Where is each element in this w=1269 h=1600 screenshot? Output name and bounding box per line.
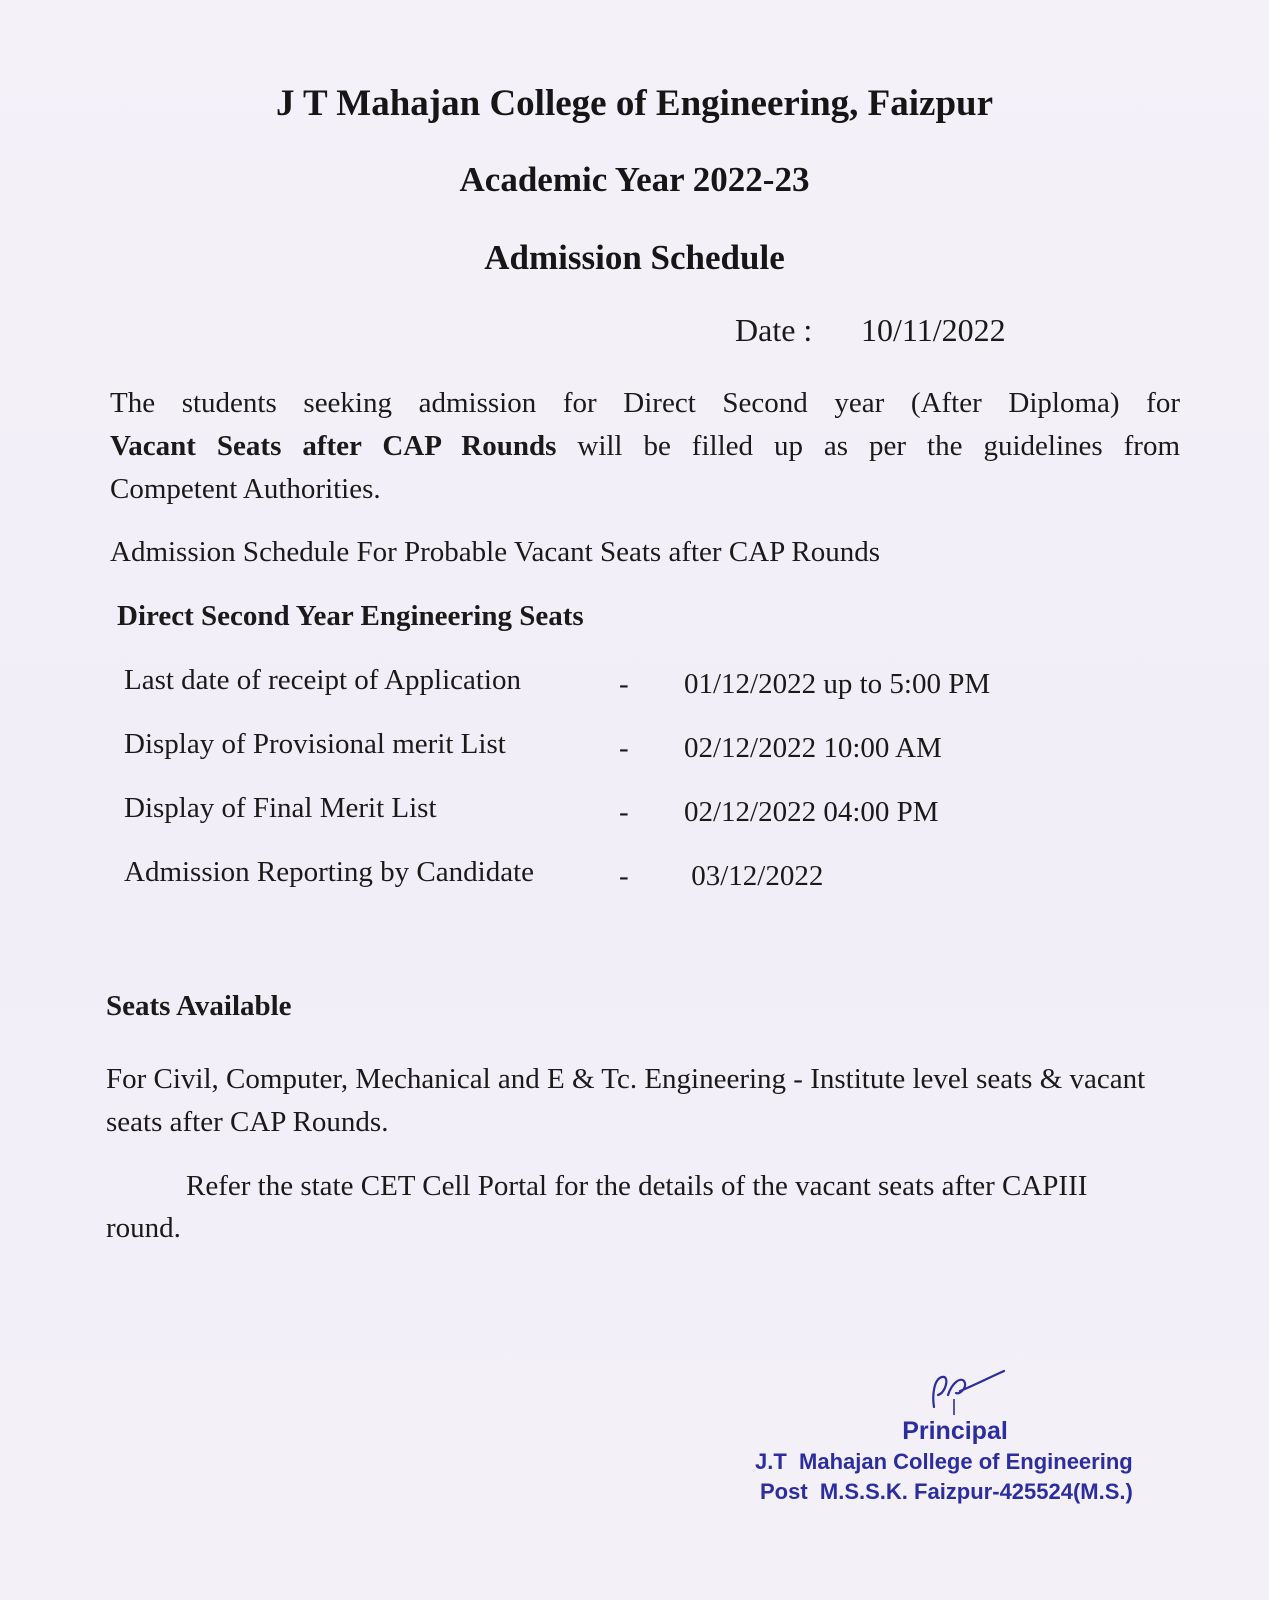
schedule-separator: -: [619, 860, 629, 892]
schedule-value: 02/12/2022 04:00 PM: [684, 796, 939, 828]
schedule-label: Last date of receipt of Application: [124, 664, 521, 696]
schedule-separator: -: [619, 732, 629, 764]
refer-text: Refer the state CET Cell Portal for the details of the vacant seats after CAPIII round.: [106, 1170, 1088, 1244]
seats-text: For Civil, Computer, Mechanical and E & Tc. Engineering - Institute level seats & vacant seats after CAP Rounds.: [106, 1063, 1146, 1138]
intro-paragraph: [110, 382, 1180, 511]
schedule-separator: -: [619, 796, 629, 828]
college-title: J T Mahajan College of Engineering, Faizpur: [275, 83, 994, 124]
schedule-value: 01/12/2022 up to 5:00 PM: [684, 668, 991, 700]
schedule-label: Display of Final Merit List: [124, 792, 437, 824]
schedule-label: Display of Provisional merit List: [124, 728, 506, 760]
schedule-table: [124, 664, 1124, 920]
schedule-row: [124, 664, 1124, 728]
intro-text-2: will be filled up as per the guidelines from: [556, 430, 1180, 462]
stamp-post: Post M.S.S.K. Faizpur-425524(M.S.): [760, 1479, 1133, 1504]
schedule-subheading: Admission Schedule For Probable Vacant Seats after CAP Rounds: [110, 536, 881, 568]
schedule-title: Admission Schedule: [484, 238, 785, 277]
schedule-row: [124, 792, 1124, 856]
schedule-value: 03/12/2022: [684, 860, 824, 892]
principal-stamp: [755, 1365, 1175, 1515]
academic-year: Academic Year 2022-23: [459, 160, 810, 199]
intro-line-2: [110, 425, 1180, 468]
section-heading: Direct Second Year Engineering Seats: [117, 600, 584, 632]
seats-heading: Seats Available: [106, 990, 292, 1022]
intro-bold-text: Vacant Seats after CAP Rounds: [110, 430, 557, 462]
schedule-row: [124, 728, 1124, 792]
intro-text-1: The students seeking admission for Direct Second year (After Diploma) for: [110, 387, 1180, 419]
schedule-label: Admission Reporting by Candidate: [124, 856, 534, 888]
date-value: 10/11/2022: [861, 312, 1006, 348]
schedule-value: 02/12/2022 10:00 AM: [684, 732, 942, 764]
intro-line-1: [110, 382, 1180, 425]
intro-line-3: Competent Authorities.: [110, 473, 381, 505]
stamp-college: J.T Mahajan College of Engineering: [755, 1449, 1133, 1474]
stamp-designation: Principal: [902, 1417, 1008, 1445]
refer-paragraph: [106, 1165, 1126, 1249]
signature-icon: [920, 1365, 1010, 1415]
date-label: Date :: [735, 312, 813, 348]
schedule-separator: -: [619, 668, 629, 700]
date-line: [735, 312, 1006, 349]
schedule-row: [124, 856, 1124, 920]
